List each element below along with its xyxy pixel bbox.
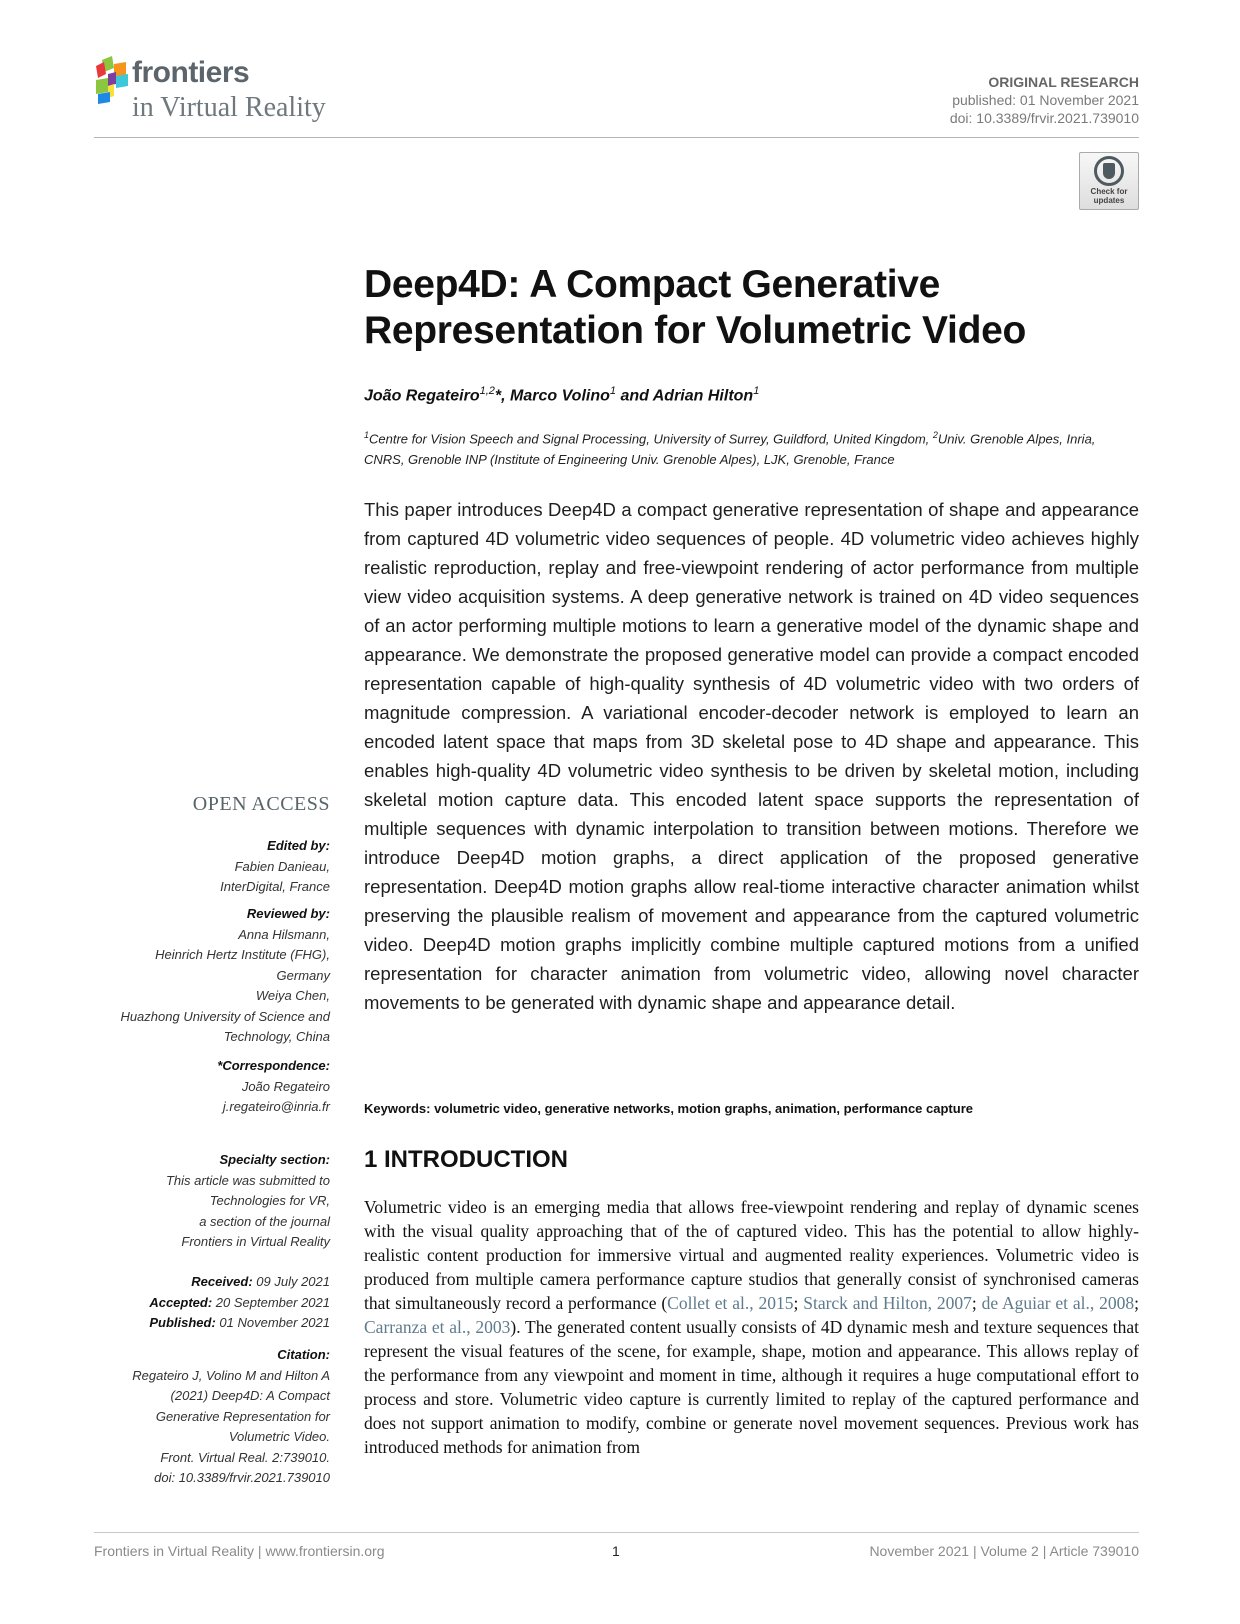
intro-text: Volumetric video is an emerging media that allows free-viewpoint rendering and replay of dynamic scenes with the visual quality approaching that of the of captured video. This has the potential to allow highly-realistic content production for immersive virtual and augmented reality experiences. Volumetric video is produced from multiple camera performance capture studios that generally consist of synchronised cameras that simultaneously record a performance (: [364, 1197, 1139, 1313]
citation-block: [70, 1345, 330, 1489]
date-published: Published: 01 November 2021: [149, 1315, 330, 1330]
header-divider: [94, 137, 1139, 138]
citation-separator: ;: [793, 1293, 804, 1313]
citation-link[interactable]: de Aguiar et al., 2008: [981, 1293, 1135, 1313]
citation-link[interactable]: Carranza et al., 2003: [364, 1317, 511, 1337]
published-date: published: 01 November 2021: [952, 92, 1139, 108]
check-for-updates-button[interactable]: [1079, 152, 1139, 210]
corresponding-marker: *: [494, 387, 502, 405]
citation-line: Volumetric Video.: [228, 1429, 330, 1444]
reviewer-line: Anna Hilsmann,: [238, 926, 330, 942]
footer-issue-info: November 2021 | Volume 2 | Article 739010: [869, 1543, 1139, 1559]
edited-by-block: [70, 836, 330, 898]
author-joiner: and: [616, 387, 653, 405]
frontiers-cube-icon: [94, 54, 132, 104]
citation-heading: Citation:: [277, 1347, 330, 1362]
journal-name: in Virtual Reality: [132, 92, 326, 123]
citation-line: Regateiro J, Volino M and Hilton A: [132, 1367, 330, 1383]
affiliation-marker: 1: [364, 430, 370, 440]
bookmark-icon: [1094, 156, 1124, 186]
specialty-line: Technologies for VR,: [209, 1193, 330, 1208]
author-affiliation-marker: 1: [753, 385, 760, 397]
specialty-line: a section of the journal: [199, 1213, 330, 1229]
article-title: [364, 262, 1139, 354]
abstract: This paper introduces Deep4D a compact generative representation of shape and appearance from captured 4D volumetric video sequences of people. 4D volumetric video achieves highly realistic reproduction, replay and free-viewpoint rendering of actor performance from multiple view video acquisition systems. A deep generative network is trained on 4D video sequences of an actor performing multiple motions to learn a generative model of the dynamic shape and appearance. We demonstrate the proposed generative model can provide a compact encoded representation capable of high-quality synthesis of 4D volumetric video with two orders of magnitude compression. A variational encoder-decoder network is employed to learn an encoded latent space that maps from 3D skeletal pose to 4D shape and appearance. This enables high-quality 4D volumetric video synthesis to be driven by skeletal motion, including skeletal motion capture data. This encoded latent space supports the representation of multiple sequences with dynamic interpolation to transition between motions. Therefore we introduce Deep4D motion graphs, a direct application of the proposed generative representation. Deep4D motion graphs allow real-tiome interactive character animation whilst preserving the plausible realism of movement and appearance from the captured volumetric video. Deep4D motion graphs implicitly combine multiple captured motions from a unified representation for character animation from volumetric video, allowing novel character movements to be generated with dynamic shape and appearance detail.: [364, 499, 1139, 1013]
author-joiner: ,: [501, 387, 511, 405]
correspondence-heading: *Correspondence:: [217, 1058, 330, 1073]
article-doi[interactable]: doi: 10.3389/frvir.2021.739010: [949, 110, 1139, 126]
author-affiliation-marker: 1: [609, 385, 616, 397]
edited-by-heading: Edited by:: [267, 838, 330, 853]
reviewer-line: Heinrich Hertz Institute (FHG),: [155, 947, 330, 962]
citation-separator: ;: [971, 1293, 982, 1313]
specialty-heading: Specialty section:: [219, 1152, 330, 1167]
journal-logo[interactable]: [94, 50, 364, 130]
title-line: Representation for Volumetric Video: [364, 309, 1027, 352]
introduction-body: [364, 1195, 1139, 1459]
open-access-label: OPEN ACCESS: [192, 793, 330, 815]
date-received: Received: 09 July 2021: [191, 1274, 330, 1289]
editor-line: Fabien Danieau,: [234, 858, 330, 874]
editor-line: InterDigital, France: [220, 879, 330, 894]
reviewer-line: Germany: [276, 967, 330, 983]
affiliation-text: Univ. Grenoble Alpes, Inria, CNRS, Grenoble INP (Institute of Engineering Univ. Grenoble Alpes), LJK, Grenoble, France: [364, 431, 1096, 468]
specialty-line: Frontiers in Virtual Reality: [181, 1234, 330, 1249]
author-affiliation-marker: 1,2: [479, 385, 495, 397]
citation-line: Front. Virtual Real. 2:739010.: [160, 1449, 330, 1465]
check-updates-label: updates: [1093, 196, 1125, 205]
citation-line: (2021) Deep4D: A Compact: [170, 1388, 330, 1403]
keywords: Keywords: volumetric video, generative networks, motion graphs, animation, performance capture: [364, 1101, 973, 1116]
correspondence-block: [70, 1056, 330, 1118]
footer-divider: [94, 1532, 1139, 1533]
citation-line: Generative Representation for: [155, 1408, 330, 1424]
check-updates-label: Check for: [1090, 187, 1128, 196]
author-list: [364, 385, 1139, 405]
article-type: ORIGINAL RESEARCH: [988, 74, 1139, 90]
page-number: 1: [612, 1543, 620, 1559]
title-line: Deep4D: A Compact Generative: [364, 263, 941, 306]
author-name[interactable]: Marco Volino: [510, 387, 610, 405]
citation-link[interactable]: Collet et al., 2015: [667, 1293, 794, 1313]
citation-link[interactable]: Starck and Hilton, 2007: [803, 1293, 972, 1313]
specialty-line: This article was submitted to: [165, 1172, 330, 1188]
section-heading-introduction: 1 INTRODUCTION: [364, 1146, 568, 1173]
correspondent-name: João Regateiro: [241, 1078, 330, 1094]
citation-doi[interactable]: doi: 10.3389/frvir.2021.739010: [154, 1470, 330, 1485]
affiliation-text: Centre for Vision Speech and Signal Processing, University of Surrey, Guildford, United Kingdom,: [369, 431, 933, 447]
journal-brand: frontiers: [132, 56, 250, 89]
dates-block: [70, 1272, 330, 1334]
specialty-section-block: [70, 1150, 330, 1253]
reviewed-by-heading: Reviewed by:: [246, 906, 330, 921]
date-accepted: Accepted: 20 September 2021: [149, 1294, 330, 1310]
intro-text: ). The generated content usually consists of 4D dynamic mesh and texture sequences that represent the visual features of the scene, for example, shape, motion and appearance. This allows replay of the performance from any viewpoint and moment in time, although it requires a huge computational effort to process and store. Volumetric video capture is currently limited to replay of the captured performance and does not support animation to modify, combine or generate novel movement sequences. Previous work has introduced methods for animation from: [364, 1317, 1139, 1457]
reviewed-by-block: [70, 904, 330, 1048]
reviewer-line: Technology, China: [223, 1029, 330, 1044]
footer-journal-link[interactable]: Frontiers in Virtual Reality | www.frontiersin.org: [94, 1543, 385, 1559]
citation-separator: ;: [1134, 1293, 1139, 1313]
author-name[interactable]: João Regateiro: [364, 387, 480, 405]
affiliation-marker: 2: [932, 430, 938, 440]
correspondent-email[interactable]: j.regateiro@inria.fr: [222, 1099, 330, 1114]
reviewer-line: Weiya Chen,: [255, 988, 330, 1003]
affiliations: [364, 425, 1139, 470]
article-meta: [950, 73, 1139, 127]
author-name[interactable]: Adrian Hilton: [652, 387, 754, 405]
reviewer-line: Huazhong University of Science and: [120, 1008, 330, 1024]
